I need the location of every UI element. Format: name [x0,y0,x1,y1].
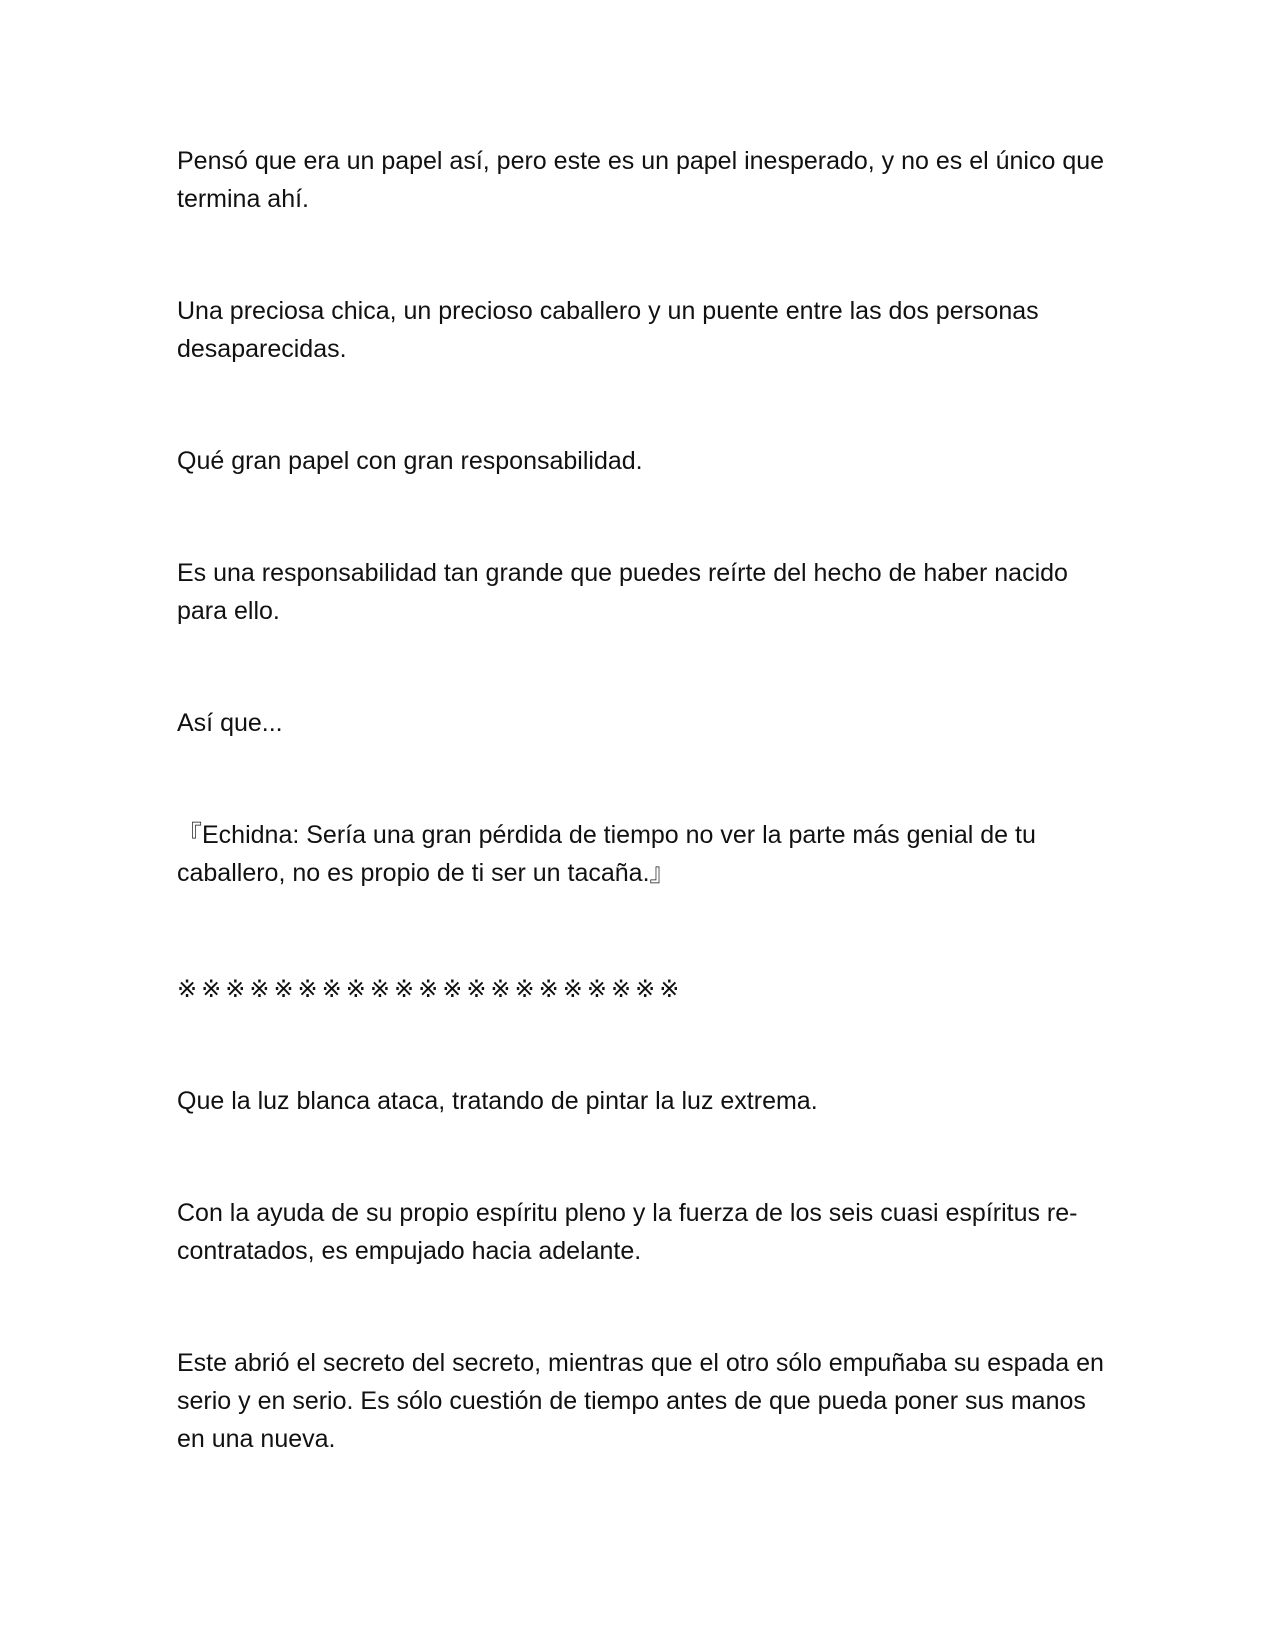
paragraph-2: Una preciosa chica, un precioso caballero y un puente entre las dos personas desaparecidas. [177,297,1039,363]
paragraph-3: Qué gran papel con gran responsabilidad. [177,447,643,475]
paragraph-4: Es una responsabilidad tan grande que puedes reírte del hecho de haber nacido para ello. [177,559,1068,625]
paragraph-8: Este abrió el secreto del secreto, mientras que el otro sólo empuñaba su espada en serio y en serio. Es sólo cuestión de tiempo antes de que pueda poner sus manos en una nueva. [177,1349,1104,1453]
dialogue-paragraph: 『Echidna: Sería una gran pérdida de tiempo no ver la parte más genial de tu caballero, no es propio de ti ser un tacaña.』 [177,821,1036,887]
paragraph-6: Que la luz blanca ataca, tratando de pintar la luz extrema. [177,1087,818,1115]
paragraph-7: Con la ayuda de su propio espíritu pleno y la fuerza de los seis cuasi espíritus re-contratados, es empujado hacia adelante. [177,1199,1078,1265]
section-separator: ※※※※※※※※※※※※※※※※※※※※※ [177,975,684,1003]
paragraph-1: Pensó que era un papel así, pero este es un papel inesperado, y no es el único que termina ahí. [177,147,1105,213]
paragraph-5: Así que... [177,709,283,737]
